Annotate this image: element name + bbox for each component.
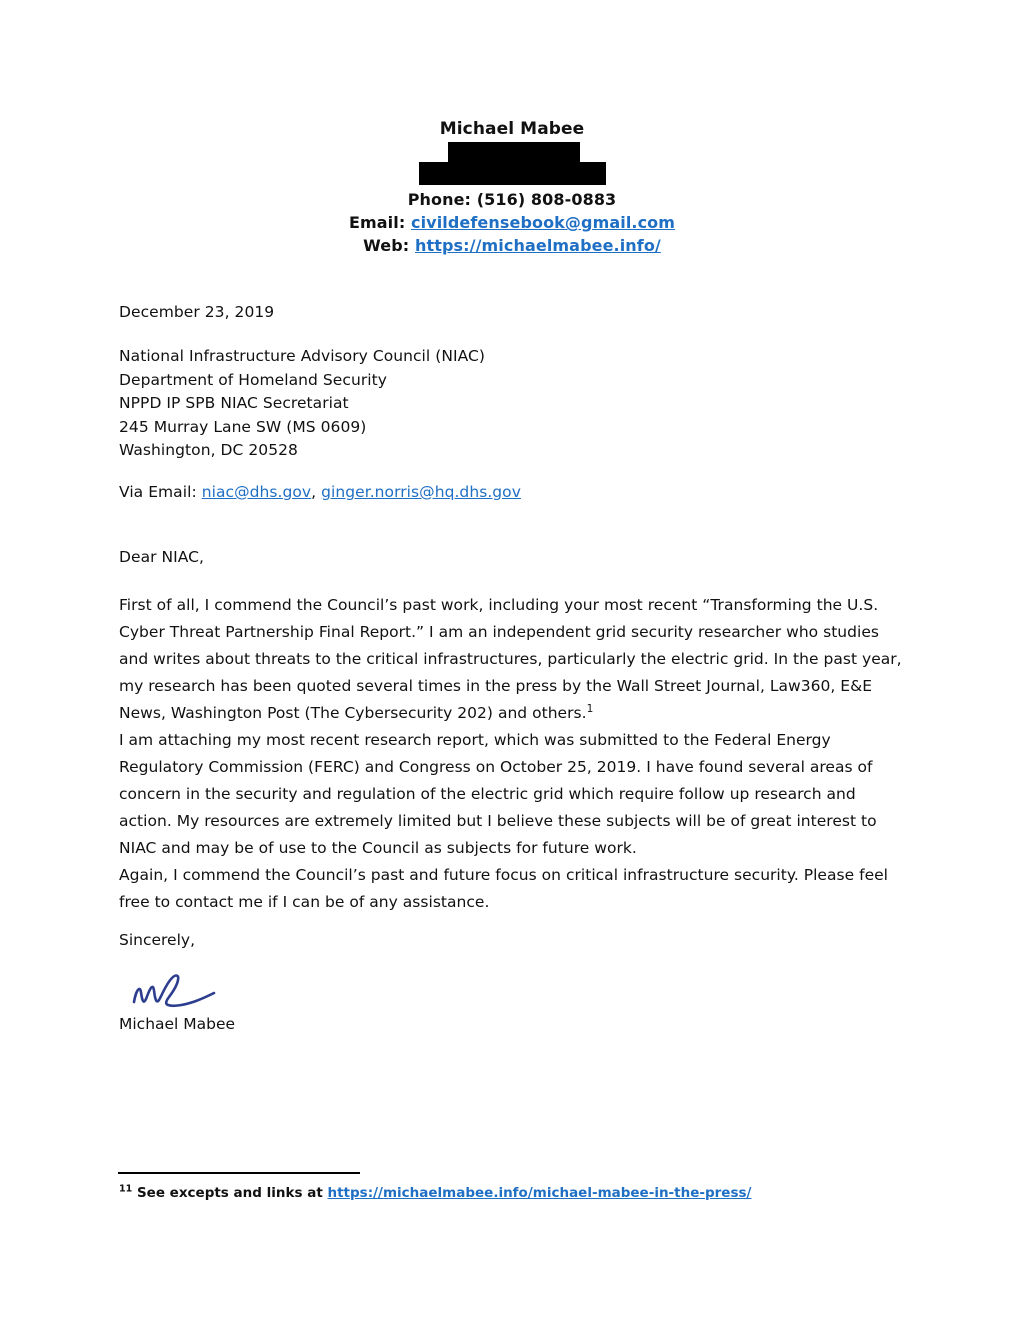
closing-salutation: Sincerely,: [119, 931, 196, 949]
via-email-link-ginger-norris[interactable]: ginger.norris@hq.dhs.gov: [321, 483, 521, 501]
letterhead: [0, 118, 1024, 257]
footnote-reference-1[interactable]: 1: [586, 702, 594, 715]
signature-image: [130, 972, 240, 1014]
via-email-line: [119, 481, 909, 505]
footnote-marker: 11: [119, 1183, 133, 1195]
letter-date: December 23, 2019: [119, 303, 275, 321]
footnote-link[interactable]: https://michaelmabee.info/michael-mabee-in-the-press/: [327, 1185, 752, 1201]
recipient-line: National Infrastructure Advisory Council (NIAC): [119, 347, 485, 365]
recipient-line: 245 Murray Lane SW (MS 0609): [119, 417, 367, 436]
letterhead-email-line: [0, 211, 1024, 234]
salutation: Dear NIAC,: [119, 548, 205, 566]
letterhead-web-line: [0, 234, 1024, 257]
signature-mark: [130, 972, 240, 1014]
recipient-line: Washington, DC 20528: [119, 441, 298, 459]
body-paragraph-1-text: First of all, I commend the Council’s past work, including your most recent “Transforming the U.S. Cyber Threat Partnership Final Report.” I am an independent grid security researcher who studies and writes about threats to the critical infrastructures, particularly the electric grid. In the past year, my research has been quoted several times in the press by the Wall Street Journal, Law360, E&E News, Washington Post (The Cybersecurity 202) and others.: [119, 596, 902, 722]
website-link[interactable]: https://michaelmabee.info/: [414, 236, 661, 255]
footnote-separator: [118, 1172, 360, 1174]
via-email-label: Via Email:: [119, 483, 197, 501]
via-email-link-niac[interactable]: niac@dhs.gov: [201, 483, 312, 501]
recipient-line: NPPD IP SPB NIAC Secretariat: [119, 394, 349, 412]
redaction-bar-address-line-1: [448, 142, 580, 162]
letterhead-phone-line: [0, 188, 1024, 211]
redaction-bar-address-line-2: [419, 162, 606, 185]
body-paragraph-3: Again, I commend the Council’s past and future focus on critical infrastructure security. Please feel free to contact me if I can be of any assistance.: [119, 866, 889, 911]
phone-label: Phone:: [407, 190, 472, 209]
via-email-separator: ,: [311, 483, 317, 501]
phone-value: (516) 808-0883: [476, 190, 617, 209]
signature-name: Michael Mabee: [119, 1015, 236, 1033]
recipient-address-block: [119, 345, 909, 463]
body-paragraph-1: [119, 592, 911, 727]
footnote-text: See excepts and links at: [136, 1185, 323, 1201]
email-label: Email:: [348, 213, 406, 232]
recipient-line: Department of Homeland Security: [119, 370, 387, 389]
redaction-block: [0, 142, 1024, 188]
letterhead-name: Michael Mabee: [439, 119, 585, 139]
footnote-1: [119, 1184, 909, 1203]
body-paragraph-2: I am attaching my most recent research report, which was submitted to the Federal Energy Regulatory Commission (FERC) and Congress on October 25, 2019. I have found several areas of concern in the security and regulation of the electric grid which require follow up research and action. My resources are extremely limited but I believe these subjects will be of great interest to NIAC and may be of use to the Council as subjects for future work.: [119, 731, 877, 857]
web-label: Web:: [363, 236, 410, 255]
email-link[interactable]: civildefensebook@gmail.com: [411, 213, 676, 232]
